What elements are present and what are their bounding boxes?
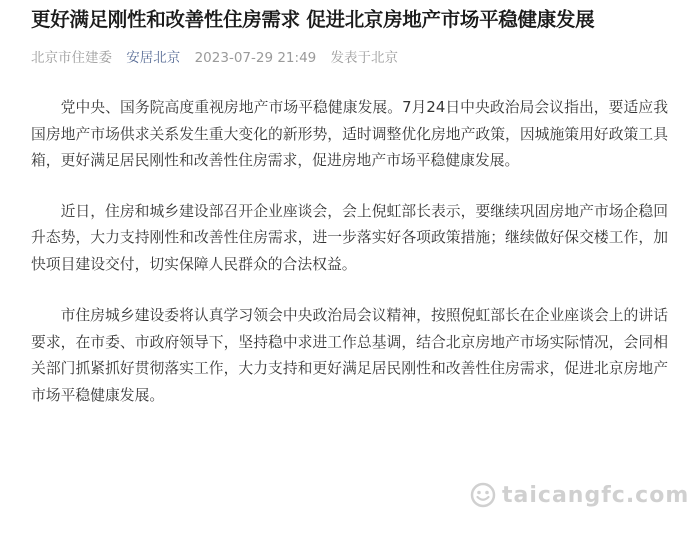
paragraph-3: 市住房城乡建设委将认真学习领会中央政治局会议精神，按照倪虹部长在企业座谈会上的讲话要求，在市委、市政府领导下，坚持稳中求进工作总基调，结合北京房地产市场实际情况，会同相关部门抓紧抓好贯彻落实工作，大力支持和更好满足居民刚性和改善性住房需求，促进北京房地产市场平稳健康发展。: [31, 307, 668, 404]
article-meta: [31, 48, 668, 68]
article-title: 更好满足刚性和改善性住房需求 促进北京房地产市场平稳健康发展: [31, 8, 595, 31]
author-name: 北京市住建委: [31, 50, 112, 66]
watermark: [470, 478, 689, 512]
paragraph-1: 党中央、国务院高度重视房地产市场平稳健康发展。7月24日中央政治局会议指出，要适应我国房地产市场供求关系发生重大变化的新形势，适时调整优化房地产政策，因城施策用好政策工具箱，更好满足居民刚性和改善性住房需求，促进房地产市场平稳健康发展。: [31, 99, 668, 169]
publish-time: 2023-07-29 21:49: [194, 50, 317, 66]
account-link[interactable]: 安居北京: [126, 50, 181, 66]
paragraph-2: 近日，住房和城乡建设部召开企业座谈会，会上倪虹部长表示，要继续巩固房地产市场企稳回升态势，大力支持刚性和改善性住房需求，进一步落实好各项政策措施；继续做好保交楼工作，加快项目建设交付，切实保障人民群众的合法权益。: [31, 202, 668, 273]
publish-location: 发表于北京: [330, 50, 399, 66]
watermark-text: taicangfc.com: [502, 482, 690, 508]
smiley-icon: [470, 482, 496, 508]
